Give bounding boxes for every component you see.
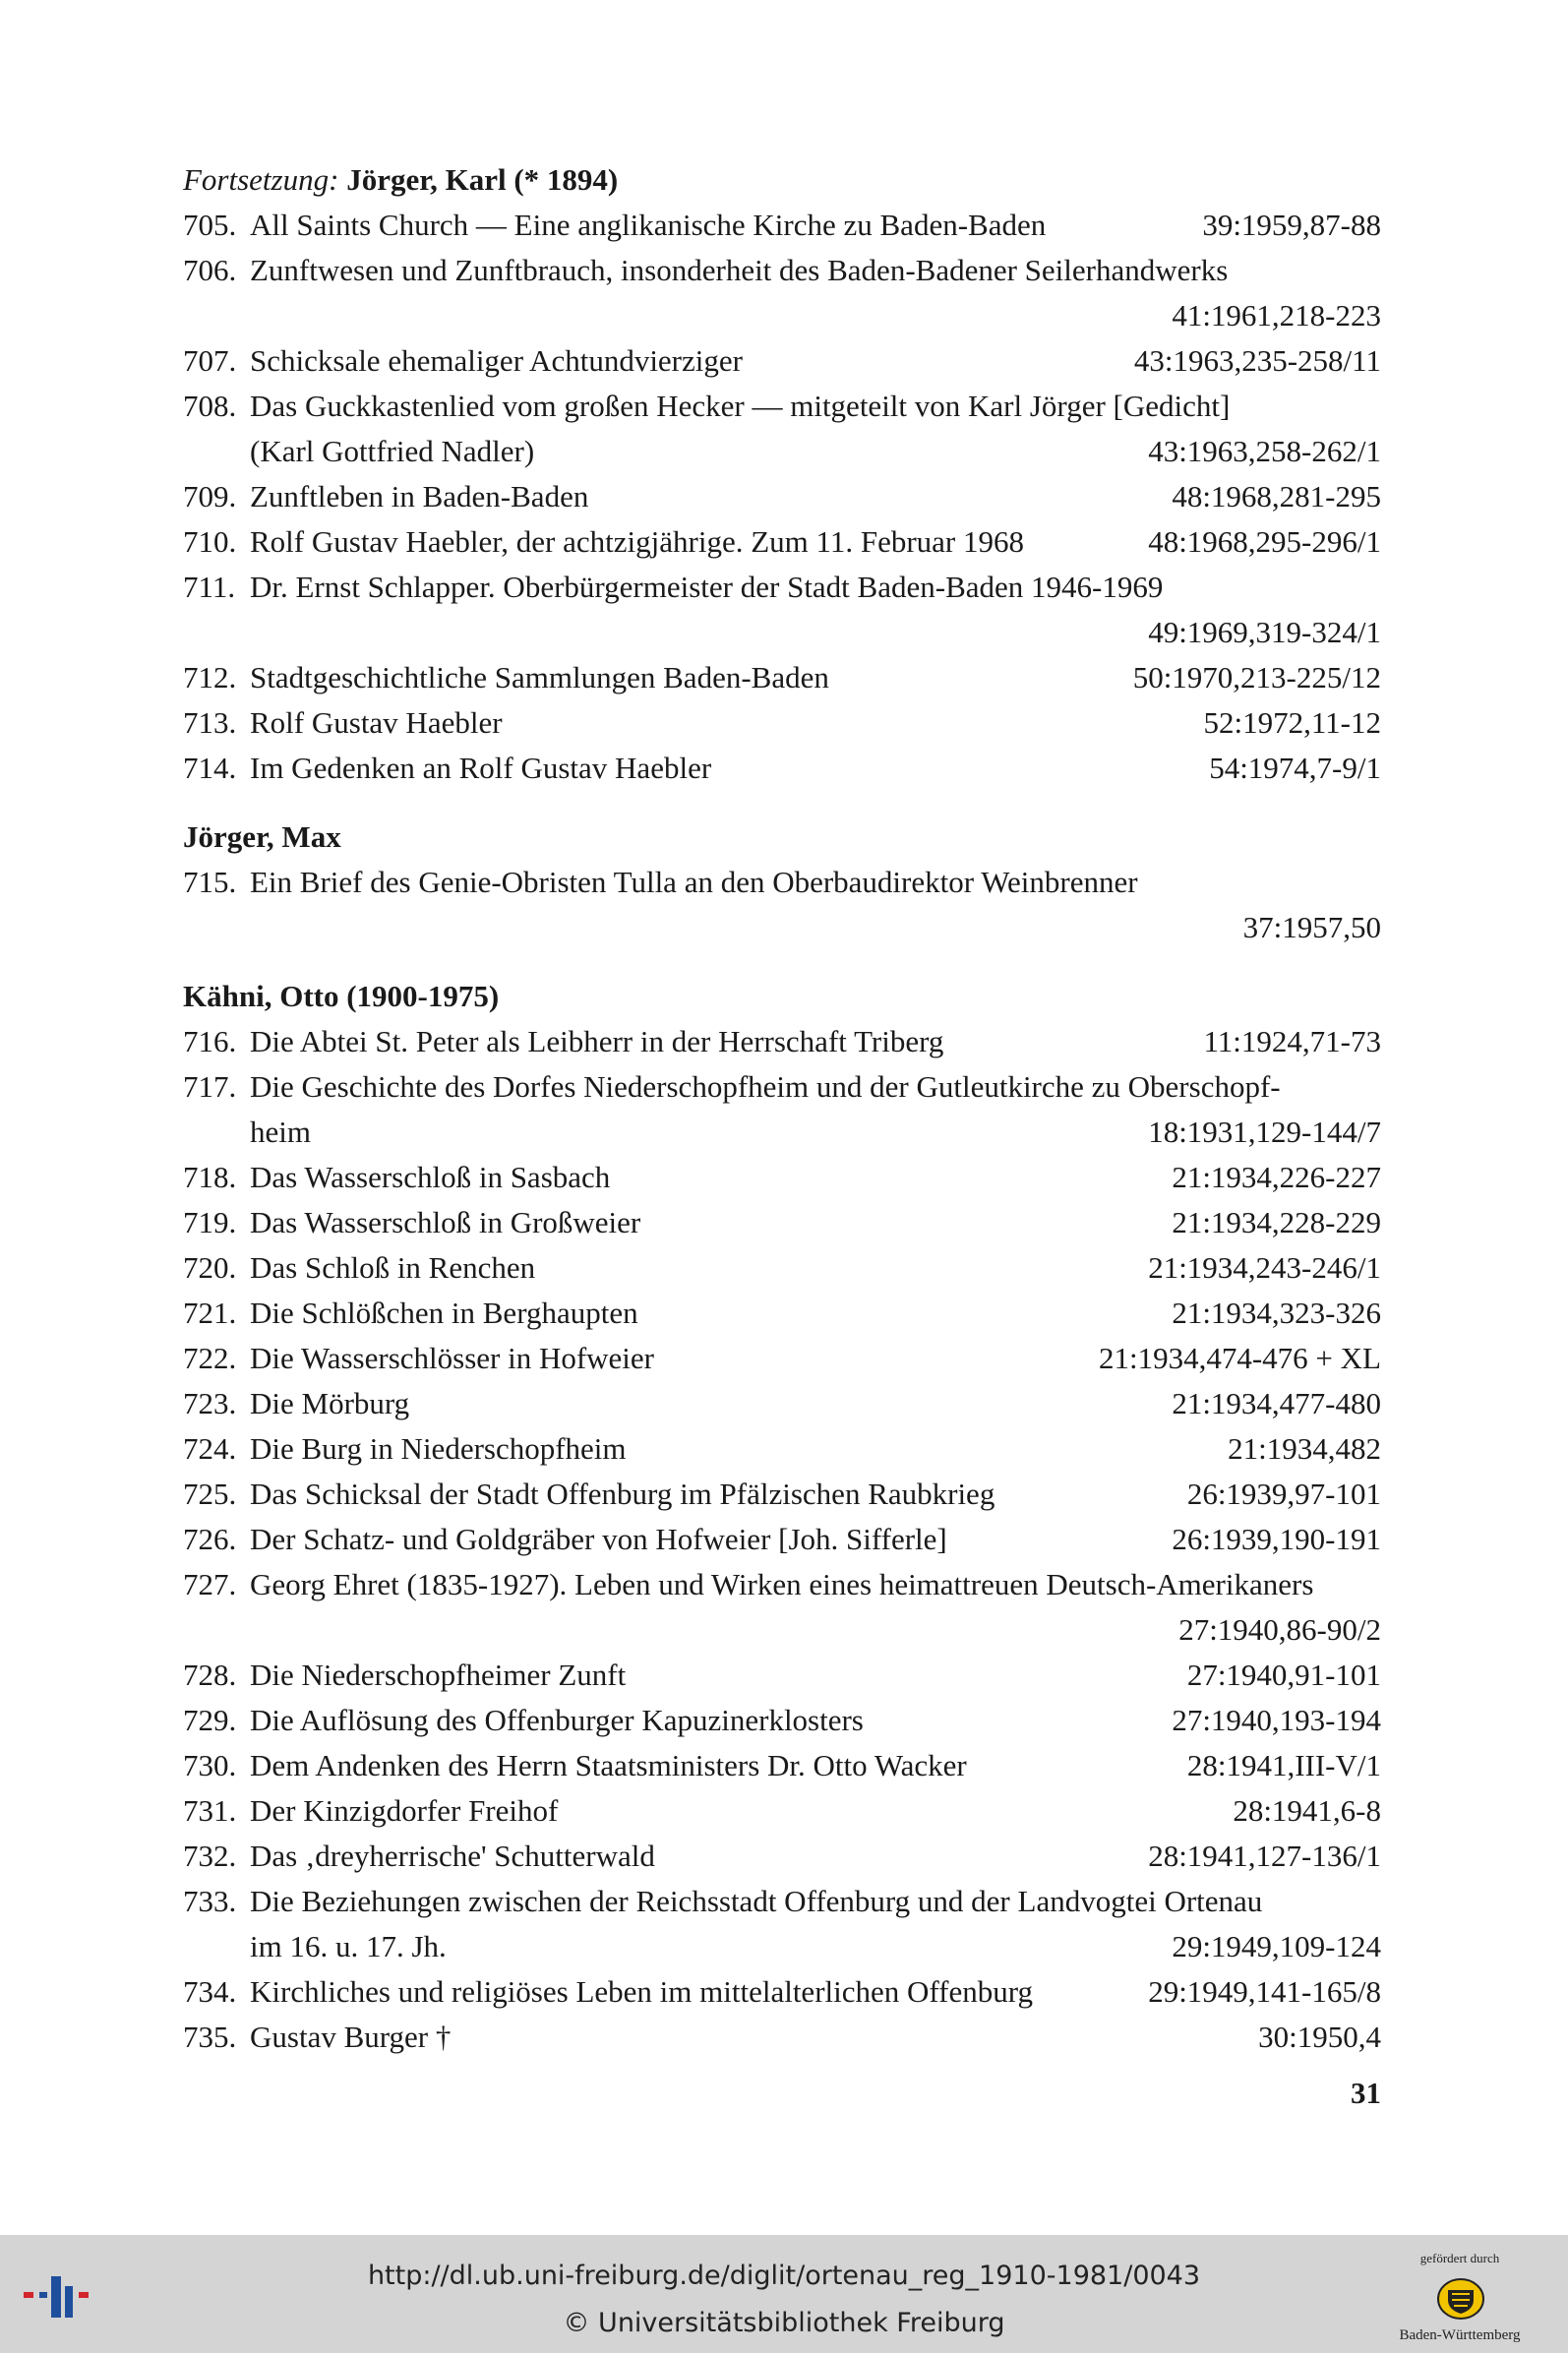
entry-reference: 21:1934,474-476 + XL — [1099, 1341, 1381, 1375]
entry-title: All Saints Church — Eine anglikanische Kirche zu Baden-Baden — [250, 208, 1047, 242]
entry-title: Schicksale ehemaliger Achtundvierziger — [250, 343, 743, 378]
entry-title: Das Wasserschloß in Sasbach — [250, 1160, 611, 1194]
entry — [183, 2015, 1381, 2060]
entry-number: 733. — [183, 1884, 237, 1918]
entry-number: 728. — [183, 1658, 237, 1692]
entry — [183, 1064, 1381, 1155]
entry — [183, 1834, 1381, 1879]
entry — [183, 1879, 1381, 1969]
entry-reference: 43:1963,258-262/1 — [1148, 434, 1381, 468]
entry-number: 705. — [183, 208, 237, 242]
entry-title: Gustav Burger † — [250, 2020, 452, 2054]
entry-number: 716. — [183, 1024, 237, 1058]
entry-title: Der Kinzigdorfer Freihof — [250, 1793, 559, 1828]
entry-reference: 27:1940,193-194 — [1172, 1703, 1381, 1737]
entry-number: 712. — [183, 660, 237, 694]
entry-number: 734. — [183, 1974, 237, 2009]
entry-reference: 50:1970,213-225/12 — [1132, 660, 1381, 694]
entry-title: Die Burg in Niederschopfheim — [250, 1431, 627, 1466]
entry — [183, 338, 1381, 384]
entry-title: Rolf Gustav Haebler — [250, 705, 503, 740]
entry-number: 726. — [183, 1522, 237, 1556]
entry — [183, 1698, 1381, 1743]
entry-number: 732. — [183, 1839, 237, 1873]
entry-title: Das ‚dreyherrische' Schutterwald — [250, 1839, 655, 1873]
continuation-heading — [183, 157, 1381, 203]
entry-reference: 49:1969,319-324/1 — [1148, 615, 1381, 649]
entry-number: 720. — [183, 1250, 237, 1285]
entry-reference: 37:1957,50 — [1242, 910, 1381, 944]
entry — [183, 1472, 1381, 1517]
entry-reference: 48:1968,295-296/1 — [1148, 524, 1381, 559]
entry-title: Kirchliches und religiöses Leben im mittelalterlichen Offenburg — [250, 1974, 1034, 2009]
entry-number: 722. — [183, 1341, 237, 1375]
entry-reference: 54:1974,7-9/1 — [1209, 751, 1381, 785]
entry-number: 724. — [183, 1431, 237, 1466]
entry-title: Die Niederschopfheimer Zunft — [250, 1658, 627, 1692]
entry — [183, 860, 1381, 950]
entry-reference: 28:1941,III-V/1 — [1186, 1748, 1381, 1782]
entry — [183, 1517, 1381, 1562]
entry-number: 706. — [183, 253, 237, 287]
entry-reference: 48:1968,281-295 — [1172, 479, 1381, 513]
entry-title: Der Schatz- und Goldgräber von Hofweier [Joh. Sifferle] — [250, 1522, 947, 1556]
entry — [183, 1291, 1381, 1336]
entry — [183, 1788, 1381, 1834]
entry-reference: 26:1939,190-191 — [1172, 1522, 1381, 1556]
entry-number: 714. — [183, 751, 237, 785]
entry-title: Die Auflösung des Offenburger Kapuzinerklosters — [250, 1703, 864, 1737]
entry-reference: 41:1961,218-223 — [1172, 298, 1381, 332]
entry-title: Das Schicksal der Stadt Offenburg im Pfälzischen Raubkrieg — [250, 1477, 995, 1511]
entry-reference: 28:1941,6-8 — [1233, 1793, 1381, 1828]
author-heading-kaehni-otto: Kähni, Otto (1900-1975) — [183, 979, 500, 1013]
author-name: Jörger, Karl (* 1894) — [346, 162, 619, 197]
entry-title-continued: heim — [250, 1115, 311, 1149]
entry-reference: 39:1959,87-88 — [1202, 208, 1381, 242]
entry-number: 727. — [183, 1567, 237, 1601]
entry-number: 721. — [183, 1296, 237, 1330]
entry-number: 711. — [183, 570, 236, 604]
sponsor-logo — [1363, 2251, 1556, 2349]
entry — [183, 1336, 1381, 1381]
entry — [183, 1562, 1381, 1653]
entry-reference: 28:1941,127-136/1 — [1148, 1839, 1381, 1873]
entry — [183, 655, 1381, 700]
entry-number: 715. — [183, 865, 237, 899]
entry-list-joerger-max — [183, 860, 1381, 950]
entry — [183, 203, 1381, 248]
entry-reference: 52:1972,11-12 — [1203, 705, 1381, 740]
entry-number: 713. — [183, 705, 237, 740]
entry-reference: 21:1934,243-246/1 — [1148, 1250, 1381, 1285]
entry-number: 731. — [183, 1793, 237, 1828]
entry — [183, 1969, 1381, 2015]
footer-bar — [0, 2235, 1568, 2353]
entry-title: Das Schloß in Renchen — [250, 1250, 536, 1285]
register-page — [183, 157, 1381, 2060]
entry — [183, 384, 1381, 474]
entry — [183, 746, 1381, 791]
entry-reference: 29:1949,141-165/8 — [1148, 1974, 1381, 2009]
entry-title-continued: im 16. u. 17. Jh. — [250, 1929, 447, 1963]
entry-title: Dem Andenken des Herrn Staatsministers Dr. Otto Wacker — [250, 1748, 967, 1782]
entry-number: 725. — [183, 1477, 237, 1511]
entry-title-continued — [250, 905, 1224, 950]
sponsor-bottom-text: Baden-Württemberg — [1399, 2327, 1521, 2343]
entry — [183, 1155, 1381, 1200]
entry-list-kaehni-otto — [183, 1019, 1381, 2060]
page-number: 31 — [1351, 2076, 1381, 2110]
entry-reference: 29:1949,109-124 — [1172, 1929, 1381, 1963]
entry-title-continued — [250, 1607, 1159, 1653]
entry-reference: 18:1931,129-144/7 — [1148, 1115, 1381, 1149]
entry-reference: 21:1934,226-227 — [1172, 1160, 1381, 1194]
entry-title: Das Wasserschloß in Großweier — [250, 1205, 641, 1239]
entry-title: Im Gedenken an Rolf Gustav Haebler — [250, 751, 712, 785]
entry-number: 718. — [183, 1160, 237, 1194]
entry-title: Georg Ehret (1835-1927). Leben und Wirken eines heimattreuen Deutsch-Amerikaners — [250, 1567, 1314, 1601]
entry-title: Die Schlößchen in Berghaupten — [250, 1296, 638, 1330]
entry — [183, 474, 1381, 519]
entry — [183, 519, 1381, 565]
entry-reference: 30:1950,4 — [1258, 2020, 1381, 2054]
entry-title-continued — [250, 610, 1128, 655]
entry-title: Zunftwesen und Zunftbrauch, insonderheit des Baden-Badener Seilerhandwerks — [250, 253, 1229, 287]
entry-title: Die Beziehungen zwischen der Reichsstadt Offenburg und der Landvogtei Ortenau — [250, 1884, 1263, 1918]
author-heading-joerger-max: Jörger, Max — [183, 819, 341, 854]
entry-title: Die Mörburg — [250, 1386, 410, 1420]
entry — [183, 1653, 1381, 1698]
entry-title: Die Wasserschlösser in Hofweier — [250, 1341, 655, 1375]
continuation-prefix: Fortsetzung: — [183, 162, 339, 197]
footer-url[interactable]: http://dl.ub.uni-freiburg.de/diglit/ortenau_reg_1910-1981/0043 — [367, 2261, 1201, 2291]
entry-number: 719. — [183, 1205, 237, 1239]
entry — [183, 1019, 1381, 1064]
entry-title: Die Abtei St. Peter als Leibherr in der Herrschaft Triberg — [250, 1024, 944, 1058]
entry-number: 709. — [183, 479, 237, 513]
entry-reference: 43:1963,235-258/11 — [1133, 343, 1381, 378]
entry-reference: 21:1934,482 — [1228, 1431, 1381, 1466]
footer-copyright: © Universitätsbibliothek Freiburg — [563, 2308, 1005, 2338]
entry-reference: 21:1934,323-326 — [1172, 1296, 1381, 1330]
entry-title: Die Geschichte des Dorfes Niederschopfheim und der Gutleutkirche zu Oberschopf- — [250, 1069, 1281, 1104]
coat-of-arms-icon — [1436, 2274, 1485, 2323]
entry-number: 730. — [183, 1748, 237, 1782]
entry-title: Rolf Gustav Haebler, der achtzigjährige. Zum 11. Februar 1968 — [250, 524, 1025, 559]
entry — [183, 1426, 1381, 1472]
entry-number: 735. — [183, 2020, 237, 2054]
entry-reference: 21:1934,228-229 — [1172, 1205, 1381, 1239]
entry-title: Dr. Ernst Schlapper. Oberbürgermeister der Stadt Baden-Baden 1946-1969 — [250, 570, 1164, 604]
entry — [183, 1743, 1381, 1788]
entry-reference: 21:1934,477-480 — [1172, 1386, 1381, 1420]
entry — [183, 565, 1381, 655]
entry-reference: 27:1940,91-101 — [1186, 1658, 1381, 1692]
entry-title: Stadtgeschichtliche Sammlungen Baden-Baden — [250, 660, 829, 694]
entry-number: 723. — [183, 1386, 237, 1420]
entry-reference: 27:1940,86-90/2 — [1178, 1612, 1381, 1647]
entry-title: Zunftleben in Baden-Baden — [250, 479, 589, 513]
sponsor-top-text: gefördert durch — [1419, 2251, 1500, 2265]
entry-reference: 26:1939,97-101 — [1186, 1477, 1381, 1511]
entry-number: 710. — [183, 524, 237, 559]
entry-number: 717. — [183, 1069, 237, 1104]
entry-title-continued: (Karl Gottfried Nadler) — [250, 434, 535, 468]
entry-title: Das Guckkastenlied vom großen Hecker — mitgeteilt von Karl Jörger [Gedicht] — [250, 389, 1231, 423]
entry-list-joerger-karl — [183, 203, 1381, 791]
entry-number: 707. — [183, 343, 237, 378]
entry — [183, 1381, 1381, 1426]
entry-number: 708. — [183, 389, 237, 423]
entry-reference: 11:1924,71-73 — [1203, 1024, 1381, 1058]
entry-number: 729. — [183, 1703, 237, 1737]
entry — [183, 248, 1381, 338]
entry — [183, 1200, 1381, 1245]
entry-title-continued — [250, 293, 1152, 338]
entry — [183, 700, 1381, 746]
entry-title: Ein Brief des Genie-Obristen Tulla an den Oberbaudirektor Weinbrenner — [250, 865, 1138, 899]
entry — [183, 1245, 1381, 1291]
